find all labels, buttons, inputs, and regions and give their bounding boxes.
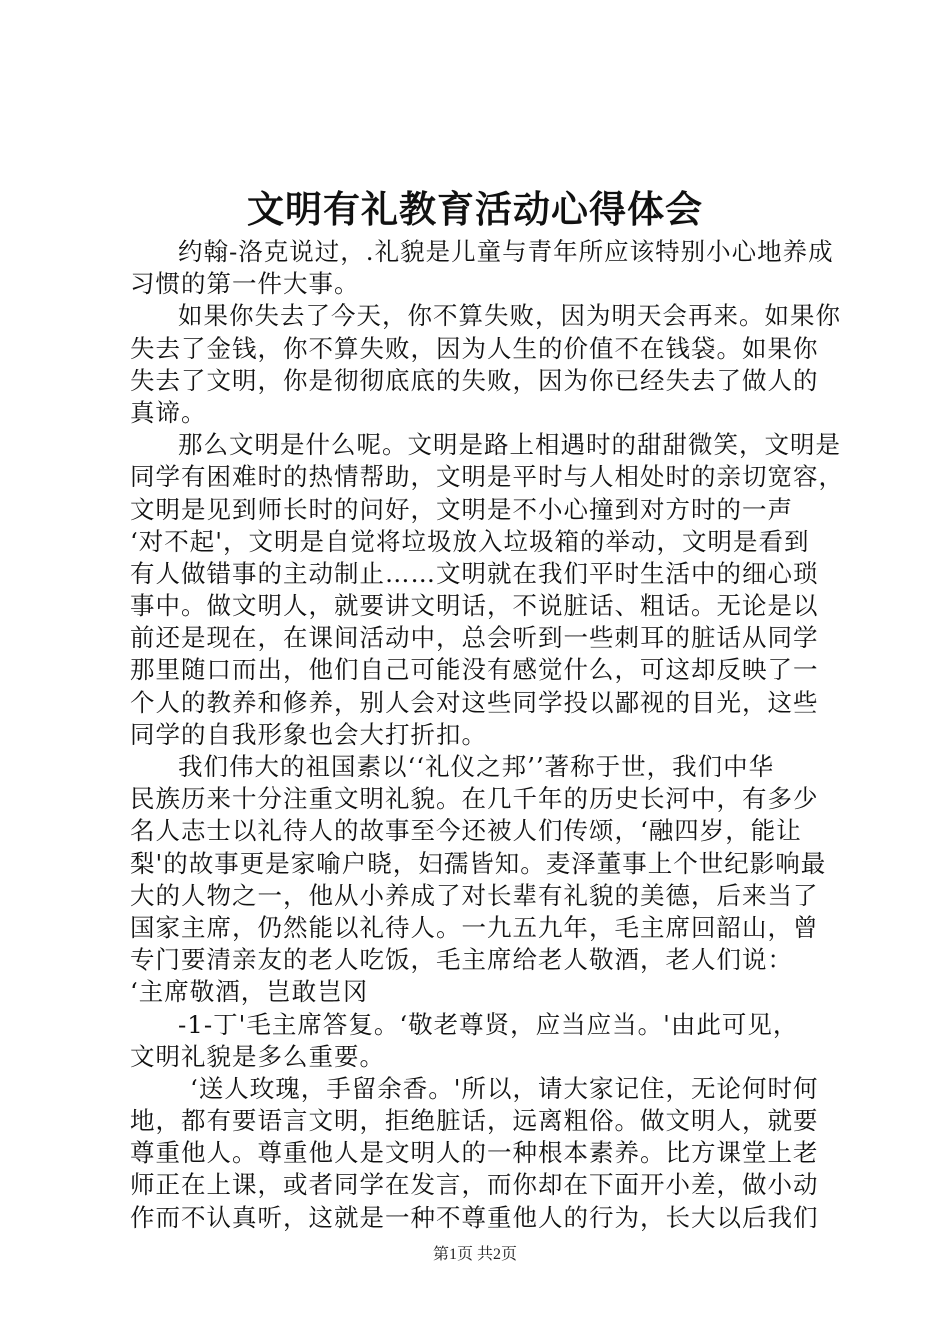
text-line: 地，都有要语言文明，拒绝脏话，远离粗俗。做文明人，就要 (130, 1106, 819, 1136)
text-line: ‘送人玫瑰，手留余香。'所以，请大家记住，无论何时何 (190, 1073, 819, 1103)
text-line: 民族历来十分注重文明礼貌。在几千年的历史长河中，有多少 (130, 784, 819, 814)
text-line: -1-丁'毛主席答复。‘敬老尊贤，应当应当。'由此可见， (178, 1009, 799, 1039)
text-line: ‘对不起'，文明是自觉将垃圾放入垃圾箱的举动，文明是看到 (130, 526, 810, 556)
text-line: 我们伟大的祖国素以‘‘礼仪之邦’’著称于世，我们中华 (178, 752, 775, 781)
text-line: 尊重他人。尊重他人是文明人的一种根本素养。比方课堂上老 (130, 1138, 819, 1168)
text-line: 同学有困难时的热情帮助，文明是平时与人相处时的亲切宽容， (130, 462, 844, 492)
text-line: 约翰-洛克说过，.礼貌是儿童与青年所应该特别小心地养成 (178, 237, 834, 266)
text-line: 文明是见到师长时的问好，文明是不小心撞到对方时的一声 (130, 494, 793, 524)
text-line: 专门要清亲友的老人吃饭，毛主席给老人敬酒，老人们说： (130, 945, 793, 975)
text-line: 名人志士以礼待人的故事至今还被人们传颂，‘融四岁，能让 (130, 816, 802, 846)
text-line: 作而不认真听，这就是一种不尊重他人的行为，长大以后我们 (130, 1202, 819, 1232)
text-line: 那里随口而出，他们自己可能没有感觉什么，可这却反映了一 (130, 655, 819, 685)
text-line: 如果你失去了今天，你不算失败，因为明天会再来。如果你 (178, 301, 841, 331)
text-line: 师正在上课，或者同学在发言，而你却在下面开小差，做小动 (130, 1170, 819, 1200)
text-line: 失去了文明，你是彻彻底底的失败，因为你已经失去了做人的 (130, 365, 819, 395)
text-line: 文明礼貌是多么重要。 (130, 1041, 385, 1071)
text-line: 个人的教养和修养，别人会对这些同学投以鄙视的目光，这些 (130, 687, 819, 717)
text-line: 国家主席，仍然能以礼待人。一九五九年，毛主席回韶山，曾 (130, 912, 819, 942)
text-line: 同学的自我形象也会大打折扣。 (130, 719, 487, 749)
text-line: 真谛。 (130, 397, 207, 427)
text-line: 那么文明是什么呢。文明是路上相遇时的甜甜微笑，文明是 (178, 430, 841, 460)
text-line: 有人做错事的主动制止……文明就在我们平时生活中的细心琐 (130, 558, 819, 588)
text-line: ‘主席敬酒，岂敢岂冈 (130, 977, 369, 1007)
text-line: 习惯的第一件大事。 (130, 269, 360, 299)
text-line: 事中。做文明人，就要讲文明话，不说脏话、粗话。无论是以 (130, 591, 819, 621)
text-line: 失去了金钱，你不算失败，因为人生的价值不在钱袋。如果你 (130, 333, 819, 363)
document-title: 文明有礼教育活动心得体会 (247, 187, 703, 231)
text-line: 梨'的故事更是家喻户晓，妇孺皆知。麦泽董事上个世纪影响最 (130, 848, 827, 878)
text-line: 大的人物之一，他从小养成了对长辈有礼貌的美德，后来当了 (130, 880, 819, 910)
document-body (130, 236, 844, 1234)
page-number: 第1页 共2页 (432, 1246, 517, 1263)
text-line: 前还是现在，在课间活动中，总会听到一些刺耳的脏话从同学 (130, 623, 819, 653)
